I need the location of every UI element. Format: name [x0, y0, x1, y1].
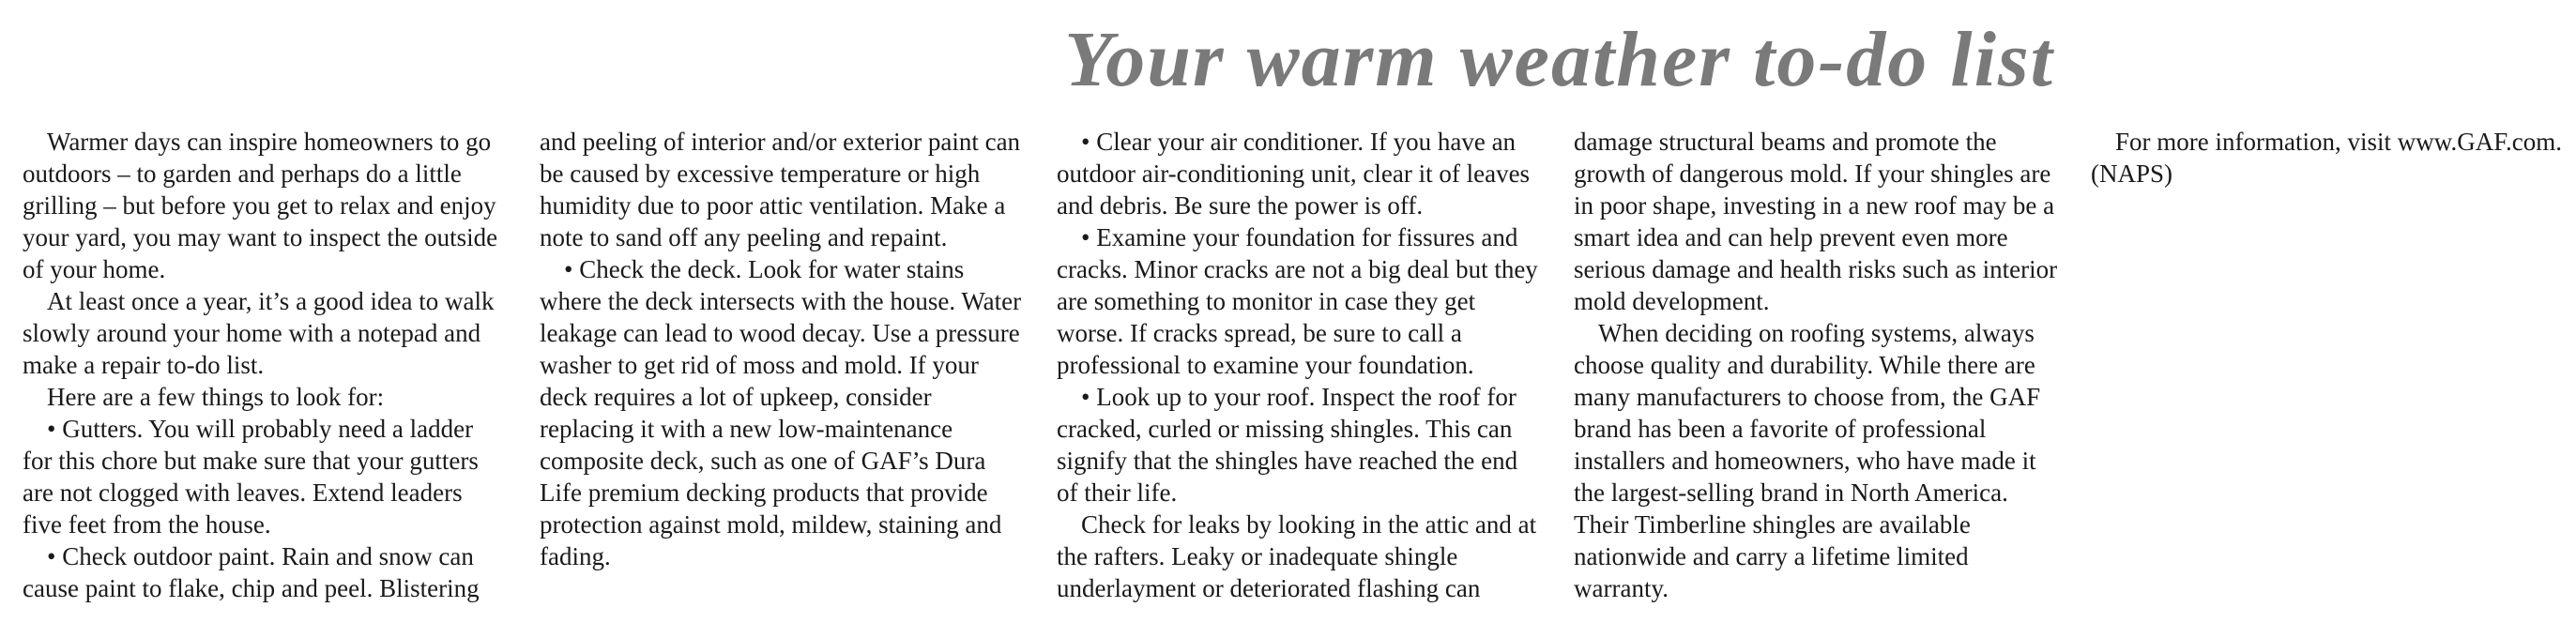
article-headline: Your warm weather to-do list [1064, 16, 2054, 103]
paragraph-leaks: Check for leaks by looking in the attic and at the rafters. Leaky or inadequate shingle underlayment or deteriorated flashing can damage structural beams and promote the growth of dangerous mold. If your shingles are in poor shape, investing in a new roof may be a smart idea and can help prevent even more serious damage and health risks such as interior mold development. [1057, 128, 2058, 602]
paragraph-more-info: For more information, visit www.GAF.com. (NAPS) [2091, 128, 2563, 188]
bullet-roof: • Look up to your roof. Inspect the roof for cracked, curled or missing shingles. This can signify that the shingles have reached the end of their life. [1057, 383, 1518, 507]
bullet-foundation: • Examine your foundation for fissures and cracks. Minor cracks are not a big deal but they are something to monitor in case they get worse. If cracks spread, be sure to call a professional to examine your foundation. [1057, 223, 1538, 379]
paragraph-list-intro: Here are a few things to look for: [47, 383, 385, 411]
paragraph-annual-check: At least once a year, it’s a good idea to walk slowly around your home with a notepad and make a repair to-do list. [23, 287, 495, 379]
bullet-outdoor-paint: • Check outdoor paint. Rain and snow can cause paint to flake, chip and peel. Blistering and peeling of interior and/or exterior paint can be caused by excessive temperature or high humidity due to poor attic ventilation. Make a note to sand off any peeling and repaint. [23, 128, 1021, 602]
bullet-air-conditioner: • Clear your air conditioner. If you have an outdoor air-conditioning unit, clear it of leaves and debris. Be sure the power is off. [1057, 128, 1531, 220]
paragraph-intro: Warmer days can inspire homeowners to go outdoors – to garden and perhaps do a little grilling – but before you get to relax and enjoy your yard, you may want to inspect the outside of your home. [23, 128, 498, 283]
bullet-gutters: • Gutters. You will probably need a ladder for this chore but make sure that your gutters are not clogged with leaves. Extend leaders five feet from the house. [23, 415, 479, 539]
bullet-deck: • Check the deck. Look for water stains where the deck intersects with the house. Water leakage can lead to wood decay. Use a pressure washer to get rid of moss and mold. If your deck requires a lot of upkeep, consider replacing it with a new low-maintenance composite deck, such as one of GAF’s Dura Life premium decking products that provide protection against mold, mildew, staining and fading. [540, 255, 1022, 570]
paragraph-roofing-systems: When deciding on roofing systems, always choose quality and durability. While there are many manufacturers to choose from, the GAF brand has been a favorite of professional installers and homeowners, who have made it the largest-selling brand in North America. Their Timberline shingles are available nationwide and carry a lifetime limited warranty. [1574, 319, 2041, 602]
article-body [23, 126, 2563, 632]
